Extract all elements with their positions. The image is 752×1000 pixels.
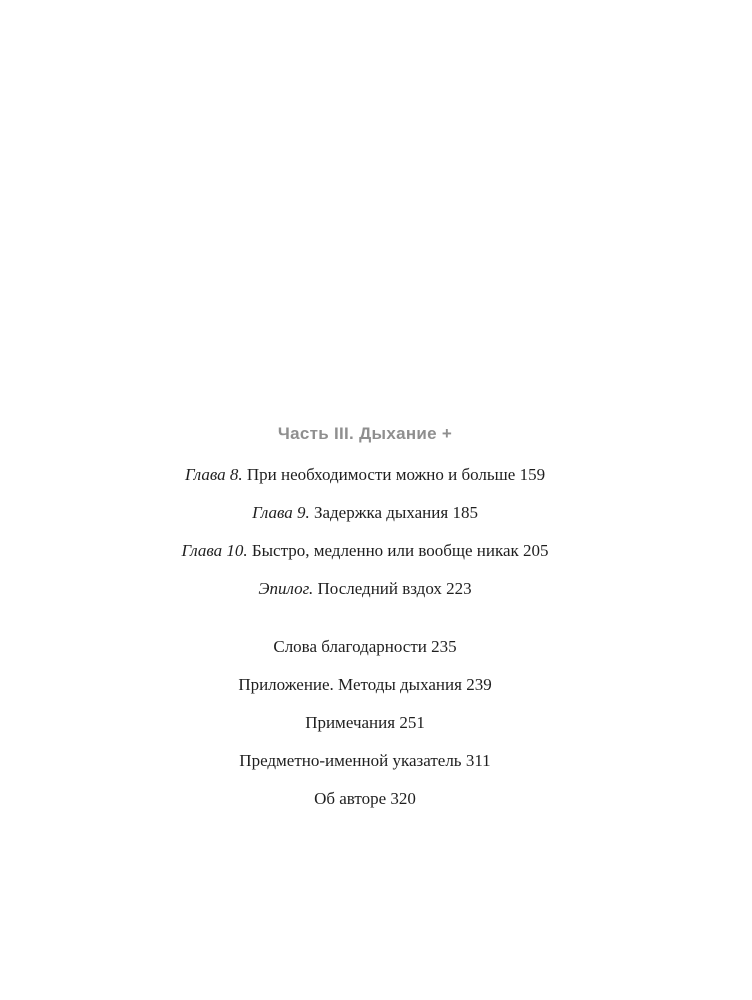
toc-entry-epilogue bbox=[0, 570, 730, 608]
chapter-label: Глава 9. bbox=[252, 503, 310, 522]
toc-entry-chapter-10 bbox=[0, 532, 730, 570]
chapter-title: Быстро, медленно или вообще никак bbox=[251, 541, 519, 560]
chapter-title: Последний вздох bbox=[317, 579, 442, 598]
section-gap bbox=[0, 608, 730, 628]
page-number: 311 bbox=[465, 751, 491, 770]
page-number: 235 bbox=[431, 637, 457, 656]
entry-title: Приложение. Методы дыхания bbox=[238, 675, 462, 694]
chapter-title: При необходимости можно и больше bbox=[246, 465, 516, 484]
chapter-label: Глава 8. bbox=[184, 465, 243, 484]
page-number: 159 bbox=[519, 465, 546, 484]
toc-entry-chapter-8 bbox=[0, 456, 730, 494]
entry-title: Предметно-именной указатель bbox=[239, 751, 462, 770]
page-number: 205 bbox=[523, 541, 549, 560]
chapter-label: Эпилог. bbox=[258, 579, 314, 598]
toc-entry-appendix bbox=[0, 666, 730, 704]
toc-entry-index bbox=[0, 742, 730, 780]
page-number: 320 bbox=[390, 789, 416, 808]
chapter-label: Глава 10. bbox=[181, 541, 248, 560]
entry-title: Об авторе bbox=[314, 789, 387, 808]
toc-entry-about-author bbox=[0, 780, 730, 818]
page-number: 223 bbox=[446, 579, 472, 598]
page-number: 185 bbox=[452, 503, 478, 522]
table-of-contents bbox=[0, 422, 730, 818]
toc-entry-chapter-9 bbox=[0, 494, 730, 532]
page-number: 251 bbox=[399, 713, 425, 732]
entry-title: Слова благодарности bbox=[273, 637, 427, 656]
page-number: 239 bbox=[466, 675, 492, 694]
part-title: Часть III. Дыхание + bbox=[277, 424, 453, 443]
toc-entry-notes bbox=[0, 704, 730, 742]
toc-entry-acknowledgements bbox=[0, 628, 730, 666]
entry-title: Примечания bbox=[305, 713, 396, 732]
chapter-title: Задержка дыхания bbox=[313, 503, 449, 522]
